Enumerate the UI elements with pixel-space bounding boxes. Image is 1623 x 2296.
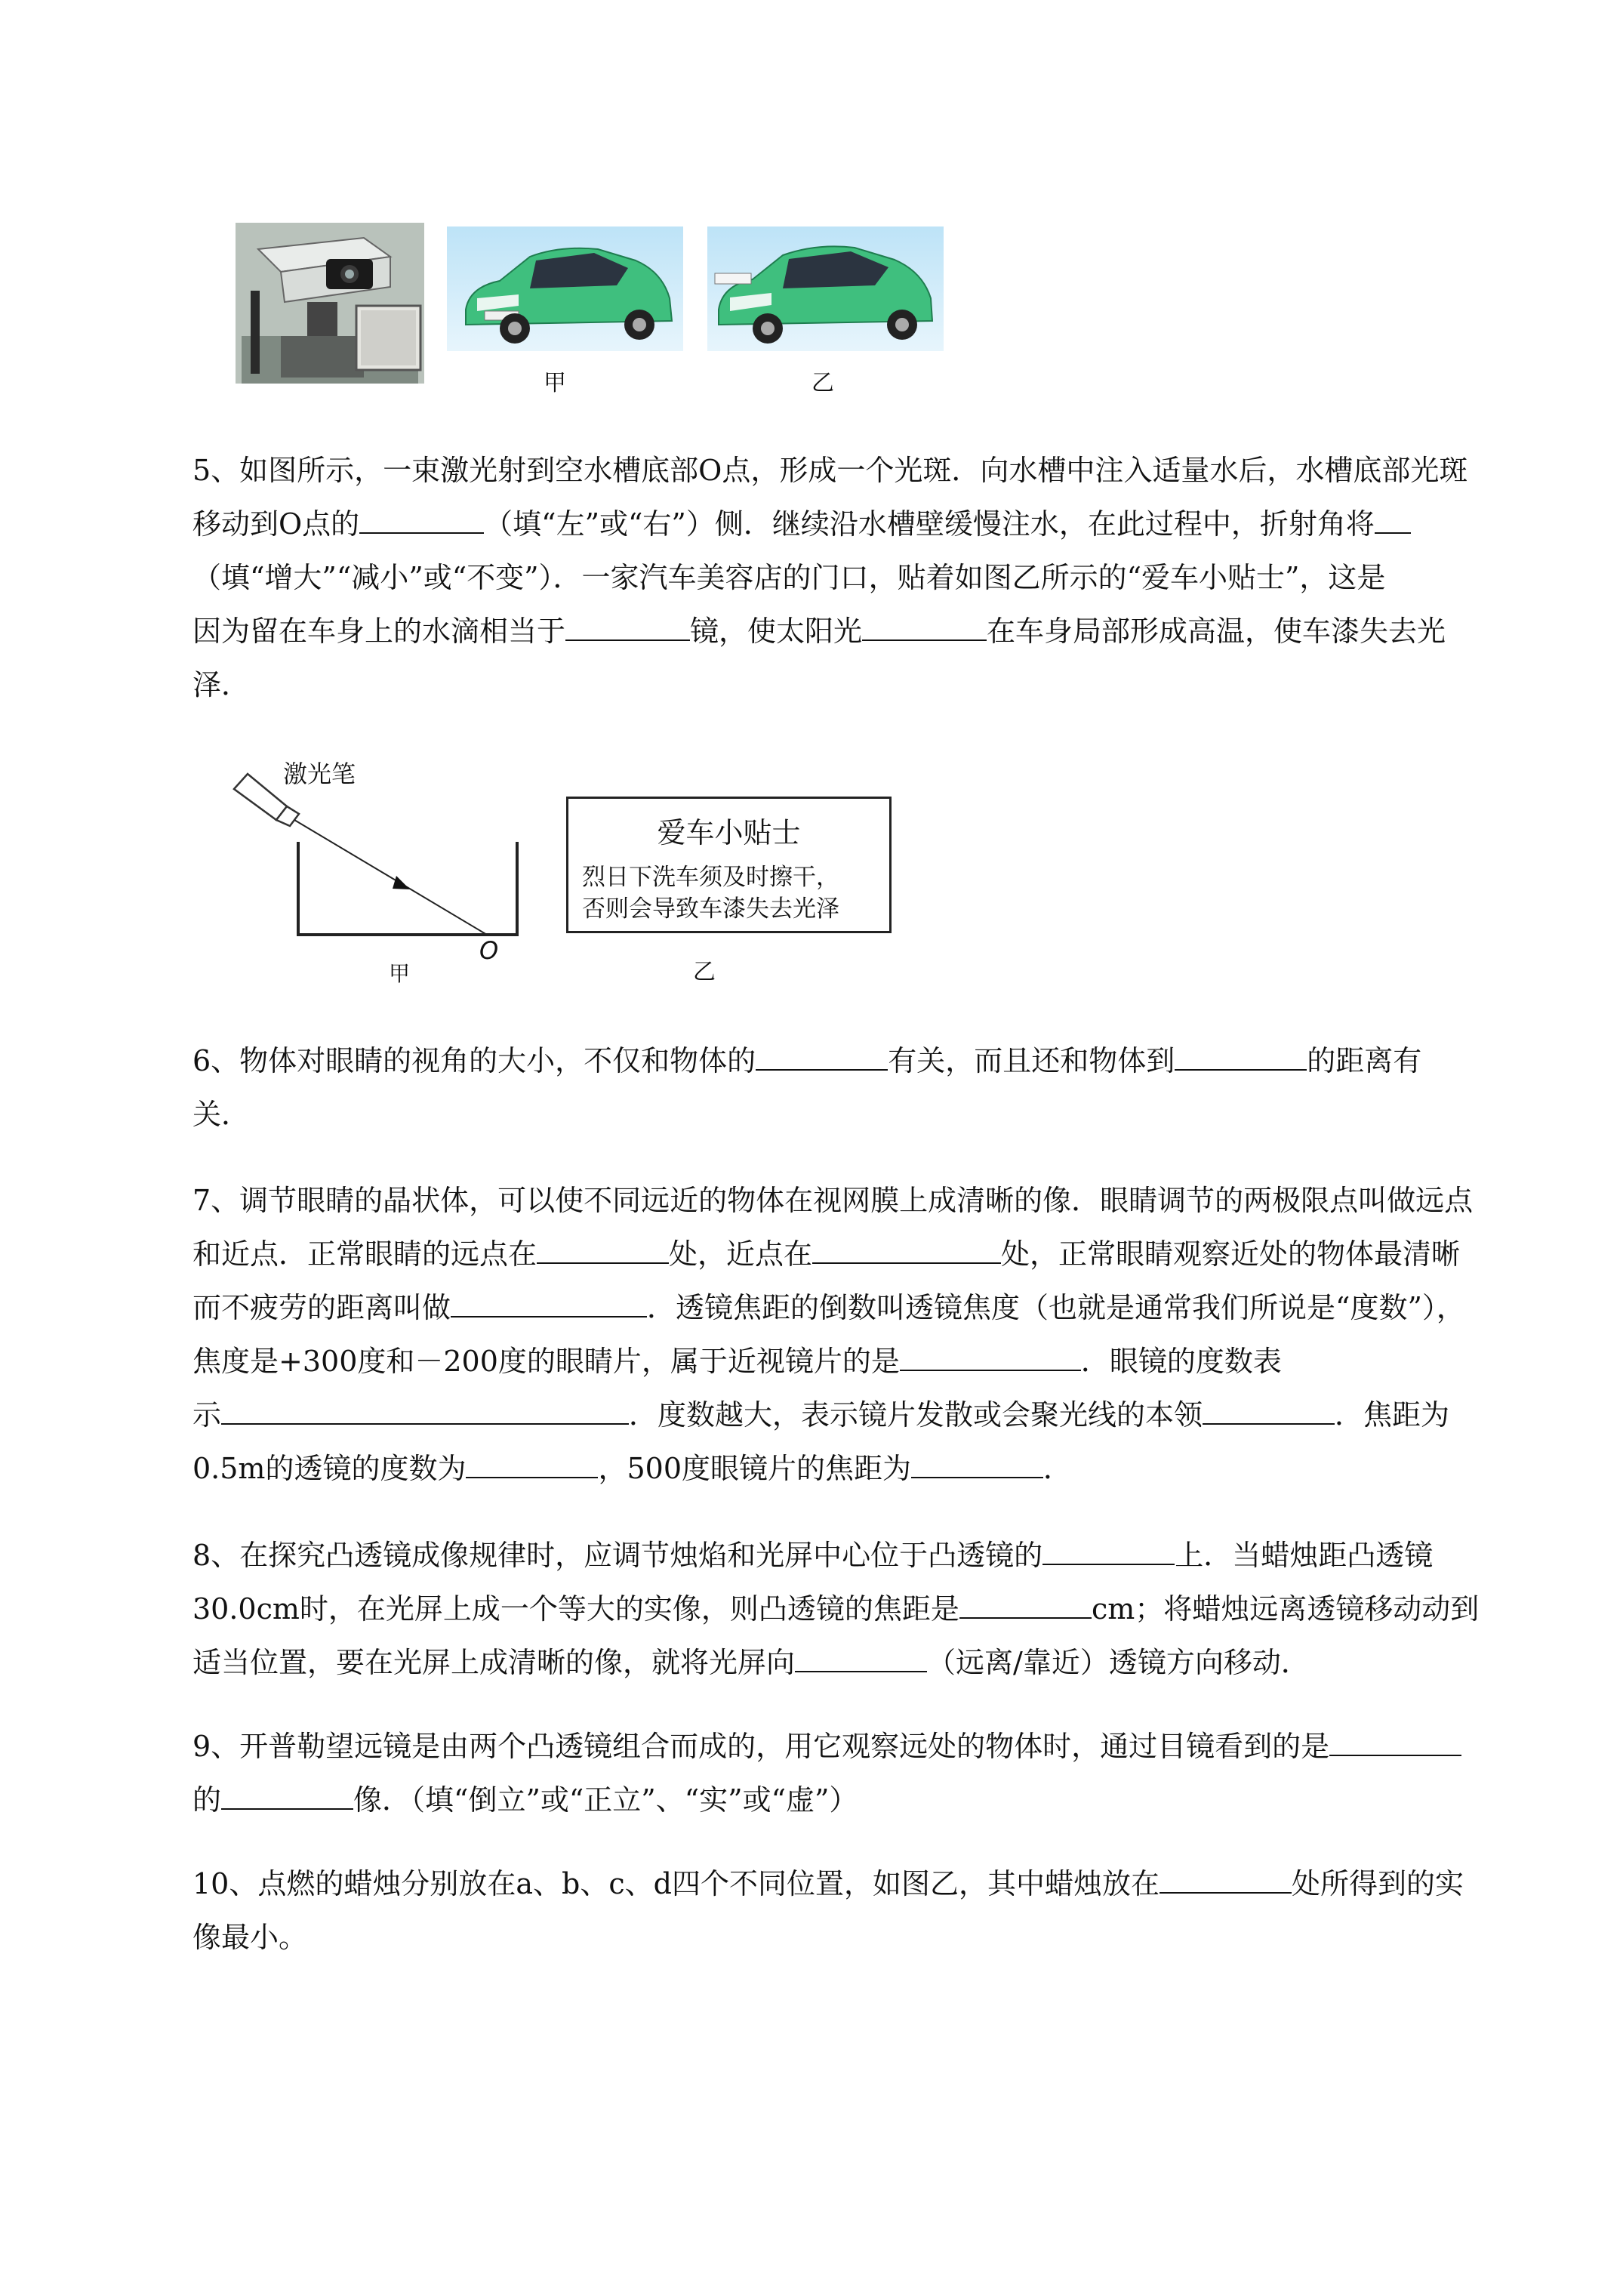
q6-text: 6、物体对眼睛的视角的大小，不仅和物体的 [192, 1044, 756, 1077]
answer-blank[interactable] [900, 1339, 1081, 1371]
answer-blank[interactable] [1175, 1039, 1307, 1071]
ray-arrow-icon [393, 876, 410, 889]
q8-line-1 [192, 1529, 1551, 1583]
answer-blank[interactable] [911, 1447, 1043, 1478]
q7-text: ．眼镜的度数表 [1080, 1345, 1282, 1378]
q9-line-2 [192, 1774, 1551, 1827]
q7-line-2 [192, 1228, 1551, 1281]
caption-jia-top: 甲 [544, 370, 566, 396]
laser-ray [294, 820, 487, 935]
answer-blank[interactable] [466, 1447, 598, 1478]
q8-text: cm；将蜡烛远离透镜移动动到 [1091, 1592, 1480, 1626]
q8-text: （远离/靠近）透镜方向移动． [927, 1646, 1310, 1679]
car-photo-yi [707, 227, 944, 351]
caption-yi-top: 乙 [812, 370, 834, 396]
caption-yi-mid: 乙 [693, 959, 716, 985]
answer-blank[interactable] [812, 1232, 1001, 1264]
q9-text: 9、开普勒望远镜是由两个凸透镜组合而成的，用它观察远处的物体时，通过目镜看到的是 [192, 1730, 1330, 1763]
q7-line-5 [192, 1388, 1551, 1442]
answer-blank[interactable] [862, 609, 987, 641]
answer-blank[interactable] [795, 1641, 927, 1672]
answer-blank[interactable] [221, 1393, 629, 1425]
q10-text: 10、点燃的蜡烛分别放在a、b、c、d四个不同位置，如图乙，其中蜡烛放在 [192, 1867, 1160, 1900]
laser-label: 激光笔 [283, 760, 356, 788]
question-8 [192, 1529, 1551, 1690]
q10-text: 处所得到的实 [1291, 1867, 1464, 1900]
q5-text: 在车身局部形成高温，使车漆失去光 [987, 615, 1446, 648]
q5-line-5: 泽． [192, 668, 251, 701]
q8-line-3 [192, 1636, 1551, 1690]
car-photo-jia [447, 227, 683, 351]
q7-text: 焦度是+300度和－200度的眼睛片，属于近视镜片的是 [192, 1345, 900, 1378]
q7-text: 处，近点在 [669, 1237, 813, 1271]
q7-text: ，500度眼镜片的焦距为 [598, 1452, 911, 1485]
q7-text: 而不疲劳的距离叫做 [192, 1291, 451, 1324]
tip-line-1: 烈日下洗车须及时擦干， [582, 864, 839, 891]
q7-text: 示 [192, 1398, 222, 1432]
q7-line-1: 7、调节眼睛的晶状体，可以使不同远近的物体在视网膜上成清晰的像．眼睛调节的两极限点叫做远点 [192, 1184, 1474, 1217]
q10-line-2: 像最小。 [192, 1921, 308, 1954]
answer-blank[interactable] [1203, 1393, 1335, 1425]
question-9 [192, 1720, 1551, 1827]
q10-line-1 [192, 1857, 1551, 1911]
q7-text: ．度数越大，表示镜片发散或会聚光线的本领 [629, 1398, 1203, 1432]
q8-line-2 [192, 1583, 1551, 1636]
q7-line-3 [192, 1281, 1551, 1335]
q5-line-1: 5、如图所示，一束激光射到空水槽底部O点，形成一个光斑．向水槽中注入适量水后，水槽底部光斑 [192, 454, 1468, 487]
q5-line-3: （填“增大”“减小”或“不变”）．一家汽车美容店的门口，贴着如图乙所示的“爱车小贴士”，这是 [192, 561, 1386, 594]
point-o-label: O [479, 936, 499, 965]
q7-text: ． [1043, 1452, 1073, 1485]
q7-text: ．透镜焦距的倒数叫透镜焦度（也就是通常我们所说是“度数”）， [647, 1291, 1465, 1324]
q7-text: 处，正常眼睛观察近处的物体最清晰 [1001, 1237, 1461, 1271]
question-5 [192, 444, 1551, 712]
q5-line-2 [192, 498, 1551, 551]
answer-blank[interactable] [1042, 1533, 1175, 1565]
q7-text: ．焦距为 [1335, 1398, 1450, 1432]
q9-text: 的 [192, 1783, 222, 1817]
tip-title: 爱车小贴士 [657, 816, 801, 849]
q6-line-1 [192, 1034, 1551, 1088]
q7-line-4 [192, 1335, 1551, 1388]
answer-blank[interactable] [221, 1778, 353, 1810]
camera-photo [236, 223, 424, 384]
q6-text: 的距离有 [1307, 1044, 1422, 1077]
answer-blank[interactable] [565, 609, 690, 641]
answer-blank[interactable] [1375, 502, 1411, 534]
answer-blank[interactable] [1160, 1862, 1292, 1894]
q8-text: 30.0cm时，在光屏上成一个等大的实像，则凸透镜的焦距是 [192, 1592, 959, 1626]
q7-text: 0.5m的透镜的度数为 [192, 1452, 467, 1485]
question-6 [192, 1034, 1551, 1142]
answer-blank[interactable] [359, 502, 484, 534]
question-10 [192, 1857, 1551, 1965]
q8-text: 适当位置，要在光屏上成清晰的像，就将光屏向 [192, 1646, 796, 1679]
q5-text: 镜，使太阳光 [690, 615, 863, 648]
answer-blank[interactable] [756, 1039, 888, 1071]
answer-blank[interactable] [959, 1587, 1092, 1619]
answer-blank[interactable] [451, 1286, 647, 1318]
caption-jia-mid: 甲 [389, 961, 411, 986]
q5-line-4 [192, 605, 1551, 658]
answer-blank[interactable] [537, 1232, 669, 1264]
q5-text: 移动到O点的 [192, 507, 360, 541]
q5-text: 因为留在车身上的水滴相当于 [192, 615, 566, 648]
q9-line-1 [192, 1720, 1551, 1774]
question-7 [192, 1174, 1551, 1496]
q6-line-2: 关． [192, 1098, 251, 1131]
tip-line-2: 否则会导致车漆失去光泽 [582, 895, 839, 923]
q7-line-6 [192, 1442, 1551, 1496]
answer-blank[interactable] [1329, 1724, 1461, 1756]
q5-text: （填“左”或“右”）侧．继续沿水槽壁缓慢注水，在此过程中，折射角将 [484, 507, 1375, 541]
q7-text: 和近点．正常眼睛的远点在 [192, 1237, 537, 1271]
q9-text: 像．（填“倒立”或“正立”、“实”或“虚”） [353, 1783, 858, 1817]
q6-text: 有关，而且还和物体到 [888, 1044, 1175, 1077]
q8-text: 8、在探究凸透镜成像规律时，应调节烛焰和光屏中心位于凸透镜的 [192, 1539, 1043, 1572]
car-tip-box [566, 797, 892, 933]
q8-text: 上．当蜡烛距凸透镜 [1175, 1539, 1434, 1572]
